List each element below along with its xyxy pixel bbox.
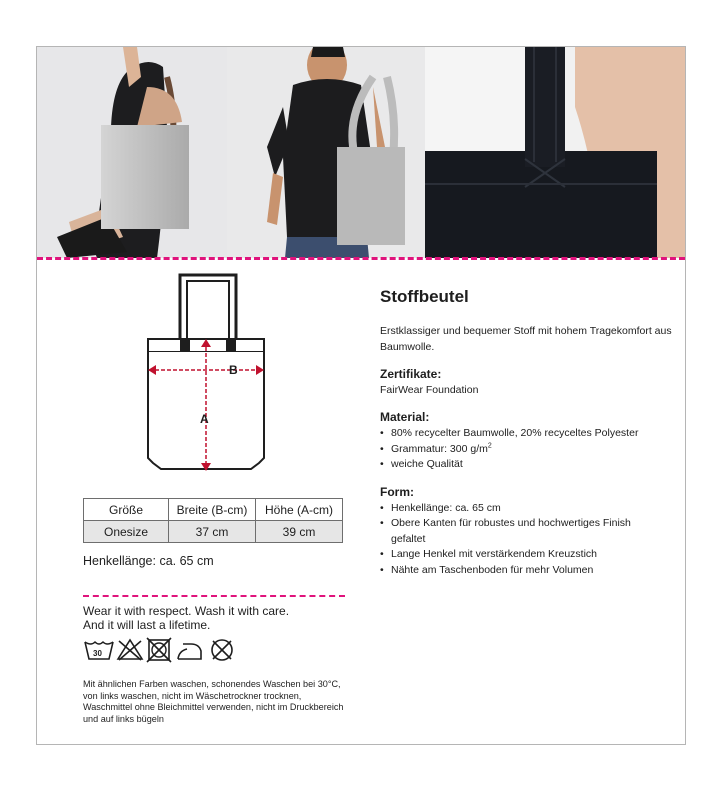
form-list	[380, 501, 680, 579]
divider-mid	[83, 595, 345, 597]
bag-outline-icon	[137, 269, 277, 479]
handle-length-text: Henkellänge: ca. 65 cm	[83, 554, 214, 568]
grammage-text: Grammatur: 300 g/m	[391, 442, 488, 455]
product-description: Erstklassiger und bequemer Stoff mit hohem Tragekomfort aus Baumwolle.	[380, 325, 672, 353]
label-b: B	[229, 363, 238, 377]
size-table	[83, 498, 343, 543]
form-heading: Form:	[380, 484, 414, 499]
material-list	[380, 426, 680, 473]
care-slogan-line2: And it will last a lifetime.	[83, 618, 211, 632]
product-title: Stoffbeutel	[380, 287, 469, 306]
cell-width: 37 cm	[169, 521, 256, 543]
photo-strip	[37, 47, 685, 258]
header-height: Höhe (A-cm)	[256, 499, 343, 521]
header-size: Größe	[84, 499, 169, 521]
care-slogan	[83, 604, 289, 632]
certificate-text: FairWear Foundation	[380, 384, 479, 396]
certificate-heading: Zertifikate:	[380, 367, 442, 381]
size-table-header	[84, 499, 343, 521]
bag-measurement-diagram	[137, 269, 277, 484]
grammage-exponent: 2	[487, 442, 492, 449]
photo-woman-with-bag	[37, 47, 227, 258]
wash-30-icon	[85, 642, 113, 659]
list-item: • 80% recycelter Baumwolle, 20% recyceltes Polyester	[380, 426, 680, 442]
iron-icon	[178, 644, 201, 659]
care-icons	[83, 637, 253, 668]
list-item: • Lange Henkel mit verstärkendem Kreuzstich	[380, 547, 680, 563]
list-item: • Henkellänge: ca. 65 cm	[380, 501, 680, 517]
cell-size: Onesize	[84, 521, 169, 543]
divider-top	[37, 257, 685, 260]
no-bleach-icon	[118, 640, 142, 660]
no-dry-clean-icon	[212, 640, 232, 660]
list-item: • weiche Qualität	[380, 457, 680, 473]
list-item: • Obere Kanten für robustes und hochwertiges Finish gefaltet	[380, 516, 651, 547]
cell-height: 39 cm	[256, 521, 343, 543]
wash-temp: 30	[93, 649, 102, 658]
material-heading: Material:	[380, 410, 430, 424]
table-row	[84, 521, 343, 543]
care-instructions: Mit ähnlichen Farben waschen, schonendes Waschen bei 30°C, von links waschen, nicht im Wäschetrockner trocknen, Waschmittel ohne Bleichmittel verwenden, nicht im Druckbereich und auf links bügeln	[83, 679, 344, 724]
care-slogan-line1: Wear it with respect. Wash it with care.	[83, 604, 290, 618]
product-info	[380, 287, 680, 590]
list-item	[380, 442, 680, 458]
list-item: • Nähte am Taschenboden für mehr Volumen	[380, 563, 680, 579]
photo-man-with-bag	[227, 47, 425, 258]
photo-bag-closeup	[425, 47, 685, 258]
product-card	[36, 46, 686, 745]
header-width: Breite (B-cm)	[169, 499, 256, 521]
label-a: A	[200, 412, 209, 426]
no-tumble-dry-icon	[147, 638, 171, 662]
